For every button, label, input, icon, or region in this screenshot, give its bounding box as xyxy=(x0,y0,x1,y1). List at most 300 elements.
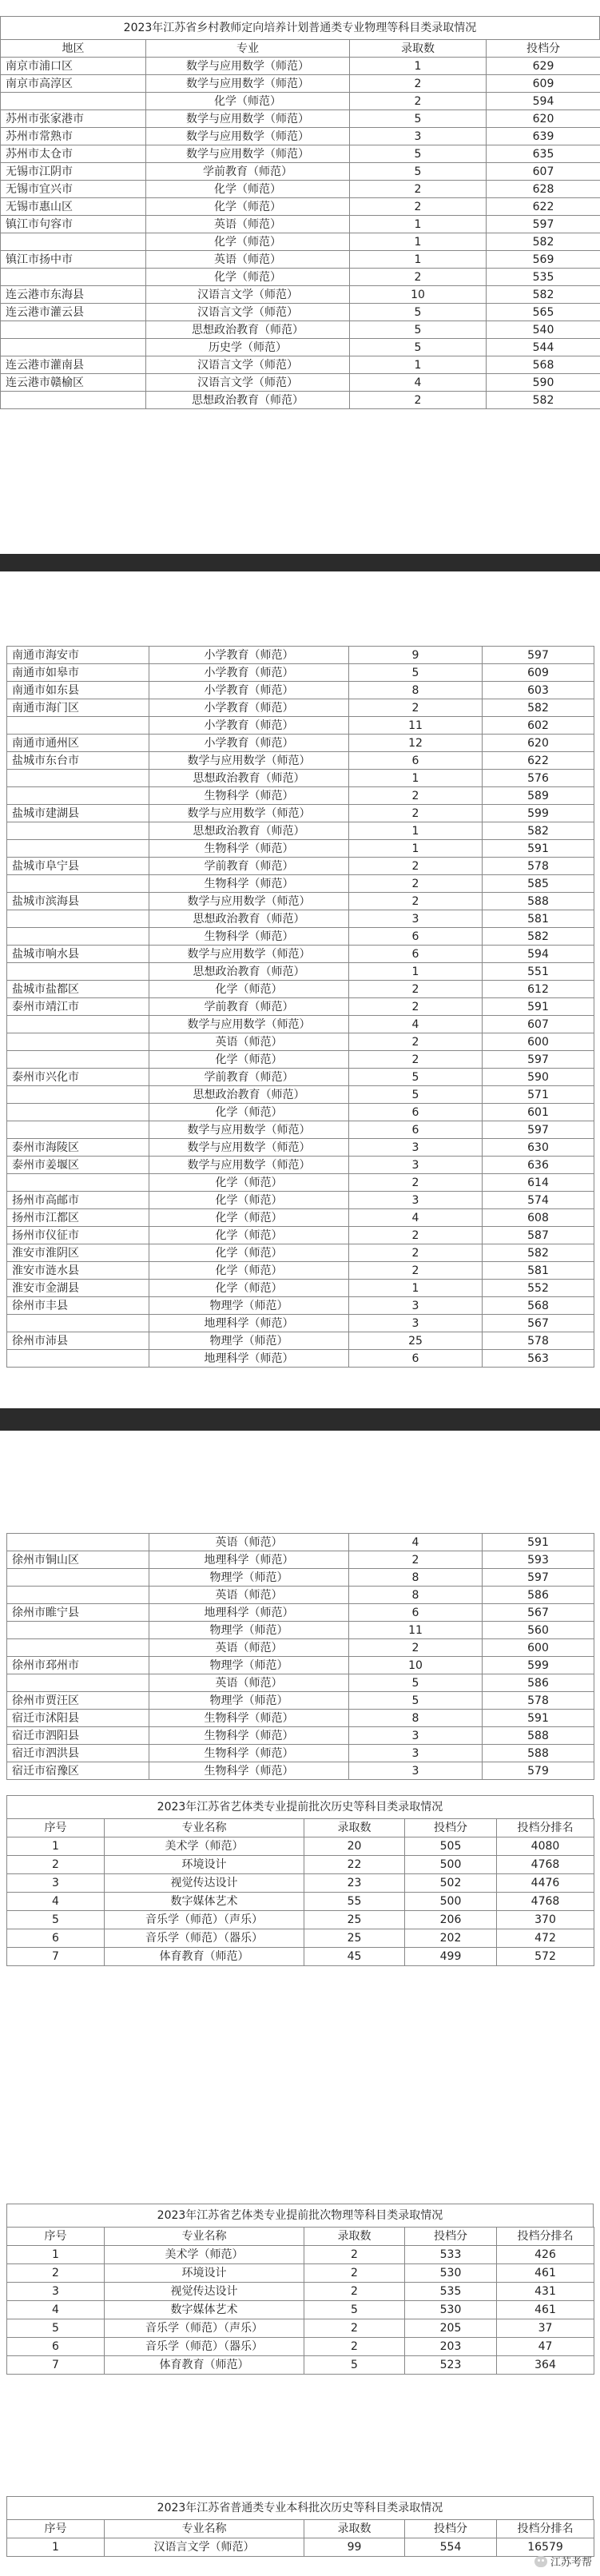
table-cell: 2 xyxy=(350,392,487,409)
table-cell: 1 xyxy=(349,822,483,840)
table-row xyxy=(7,1086,594,1104)
table-cell: 600 xyxy=(483,1639,594,1657)
table-row xyxy=(7,699,594,717)
table-cell: 5 xyxy=(350,304,487,321)
table-cell: 5 xyxy=(350,321,487,339)
table-cell: 578 xyxy=(483,1332,594,1350)
table-cell xyxy=(7,1622,149,1639)
table-cell: 3 xyxy=(349,1139,483,1157)
table-cell: 盐城市阜宁县 xyxy=(7,858,149,875)
table-cell: 英语（师范） xyxy=(149,1534,349,1551)
table-cell: 591 xyxy=(483,1710,594,1727)
column-header: 投档分 xyxy=(405,2520,497,2538)
table-row xyxy=(1,269,600,286)
table-cell: 镇江市句容市 xyxy=(1,216,146,233)
table-row xyxy=(7,664,594,682)
column-header: 地区 xyxy=(1,40,146,58)
table-cell: 地理科学（师范） xyxy=(149,1315,349,1332)
column-header: 录取数 xyxy=(304,2228,405,2246)
table-cell: 数学与应用数学（师范） xyxy=(149,1139,349,1157)
table-cell: 2 xyxy=(304,2246,405,2264)
table-cell: 镇江市扬中市 xyxy=(1,251,146,269)
table-row xyxy=(7,1856,594,1874)
table-cell xyxy=(7,822,149,840)
table-cell: 585 xyxy=(483,875,594,893)
table-row xyxy=(7,1104,594,1121)
table-row xyxy=(7,1727,594,1745)
table-cell xyxy=(7,717,149,735)
table-cell: 6 xyxy=(349,946,483,963)
table-cell: 3 xyxy=(350,128,487,145)
table-row xyxy=(7,840,594,858)
table-cell xyxy=(7,840,149,858)
table-cell: 10 xyxy=(349,1657,483,1674)
table-cell: 1 xyxy=(7,2246,105,2264)
table-cell: 1 xyxy=(7,2538,105,2557)
table-cell: 591 xyxy=(483,1534,594,1551)
table-cell xyxy=(7,928,149,946)
table-cell: 202 xyxy=(405,1929,497,1948)
table-cell: 物理学（师范） xyxy=(149,1332,349,1350)
table-row xyxy=(7,858,594,875)
table-cell: 607 xyxy=(487,163,600,181)
table-cell xyxy=(7,1121,149,1139)
table-cell: 6 xyxy=(7,1929,105,1948)
table-cell: 数学与应用数学（师范） xyxy=(149,893,349,910)
table-cell: 化学（师范） xyxy=(149,1192,349,1209)
table-cell: 578 xyxy=(483,858,594,875)
table-row xyxy=(7,928,594,946)
table-cell: 594 xyxy=(487,93,600,110)
table-cell: 音乐学（师范）（声乐） xyxy=(105,1911,304,1929)
column-header: 序号 xyxy=(7,1819,105,1837)
table-row xyxy=(1,374,600,392)
table-cell: 6 xyxy=(349,928,483,946)
table-cell: 579 xyxy=(483,1762,594,1780)
table-row xyxy=(7,1016,594,1033)
table-cell: 551 xyxy=(483,963,594,981)
table-cell: 宿迁市沭阳县 xyxy=(7,1710,149,1727)
table-cell: 南通市如皋市 xyxy=(7,664,149,682)
table6 xyxy=(6,2519,594,2557)
table-cell: 2 xyxy=(304,2338,405,2356)
table-cell: 化学（师范） xyxy=(149,1209,349,1227)
image-divider xyxy=(0,1408,600,1431)
table-row xyxy=(7,875,594,893)
table-row xyxy=(7,1315,594,1332)
table-cell: 2 xyxy=(349,805,483,822)
table-cell: 数学与应用数学（师范） xyxy=(149,1016,349,1033)
table-row xyxy=(7,2338,594,2356)
column-header: 录取数 xyxy=(304,1819,405,1837)
table-cell: 25 xyxy=(304,1929,405,1948)
table-cell: 582 xyxy=(487,286,600,304)
table-cell: 2 xyxy=(350,181,487,198)
table-cell: 590 xyxy=(487,374,600,392)
table-cell: 593 xyxy=(483,1551,594,1569)
table-cell: 连云港市灌云县 xyxy=(1,304,146,321)
table-cell: 431 xyxy=(497,2283,594,2301)
table-cell: 南通市海安市 xyxy=(7,647,149,664)
table-cell: 563 xyxy=(483,1350,594,1368)
table-row xyxy=(7,1534,594,1551)
table-cell xyxy=(7,1674,149,1692)
table-cell: 25 xyxy=(304,1911,405,1929)
column-header: 投档分排名 xyxy=(497,1819,594,1837)
table-cell: 宿迁市泗阳县 xyxy=(7,1727,149,1745)
table-cell: 4080 xyxy=(497,1837,594,1856)
table-cell: 历史学（师范） xyxy=(146,339,350,356)
table-cell xyxy=(7,1587,149,1604)
table-cell: 数字媒体艺术 xyxy=(105,2301,304,2319)
table-cell: 化学（师范） xyxy=(149,1280,349,1297)
table-cell: 英语（师范） xyxy=(149,1587,349,1604)
table-cell: 6 xyxy=(349,1104,483,1121)
table-cell: 2 xyxy=(349,998,483,1016)
table-cell: 小学教育（师范） xyxy=(149,717,349,735)
table-row xyxy=(7,752,594,770)
table-row xyxy=(7,2301,594,2319)
table-row xyxy=(7,1157,594,1174)
table-cell: 4 xyxy=(349,1209,483,1227)
table-row xyxy=(7,1674,594,1692)
table-cell: 609 xyxy=(487,75,600,93)
table-cell xyxy=(1,339,146,356)
table-cell: 物理学（师范） xyxy=(149,1297,349,1315)
table-cell: 635 xyxy=(487,145,600,163)
table3 xyxy=(6,1533,594,1780)
table-cell: 5 xyxy=(350,339,487,356)
table-cell: 370 xyxy=(497,1911,594,1929)
table-cell: 364 xyxy=(497,2356,594,2375)
table-cell: 588 xyxy=(483,1727,594,1745)
table-row xyxy=(7,682,594,699)
table-cell: 生物科学（师范） xyxy=(149,1710,349,1727)
table-row xyxy=(7,1192,594,1209)
table-row xyxy=(7,735,594,752)
table-cell: 化学（师范） xyxy=(146,93,350,110)
table-cell: 22 xyxy=(304,1856,405,1874)
table-cell: 思想政治教育（师范） xyxy=(149,910,349,928)
table-cell: 472 xyxy=(497,1929,594,1948)
table-cell: 8 xyxy=(349,1569,483,1587)
table-row xyxy=(7,1948,594,1966)
table-cell: 盐城市东台市 xyxy=(7,752,149,770)
table-row xyxy=(7,1139,594,1157)
table-cell: 数学与应用数学（师范） xyxy=(149,805,349,822)
table-row xyxy=(7,910,594,928)
table-cell: 4768 xyxy=(497,1893,594,1911)
table-cell: 数学与应用数学（师范） xyxy=(149,1121,349,1139)
table-cell: 8 xyxy=(349,1587,483,1604)
table-cell: 567 xyxy=(483,1315,594,1332)
table-cell: 2 xyxy=(304,2264,405,2283)
table-cell: 1 xyxy=(350,216,487,233)
table-row xyxy=(7,1174,594,1192)
table-cell: 2 xyxy=(349,1262,483,1280)
table-cell: 地理科学（师范） xyxy=(149,1551,349,1569)
table-cell: 5 xyxy=(304,2356,405,2375)
table-cell: 571 xyxy=(483,1086,594,1104)
table-cell: 生物科学（师范） xyxy=(149,1745,349,1762)
column-header: 专业名称 xyxy=(105,1819,304,1837)
table-cell: 英语（师范） xyxy=(146,251,350,269)
table-cell: 思想政治教育（师范） xyxy=(149,822,349,840)
table-cell: 徐州市睢宁县 xyxy=(7,1604,149,1622)
table-cell: 2 xyxy=(7,2264,105,2283)
table-cell: 视觉传达设计 xyxy=(105,2283,304,2301)
table-cell: 544 xyxy=(487,339,600,356)
table-cell: 2 xyxy=(349,893,483,910)
table-cell: 无锡市宜兴市 xyxy=(1,181,146,198)
table-cell: 淮安市金湖县 xyxy=(7,1280,149,1297)
table-cell: 2 xyxy=(350,269,487,286)
wechat-icon xyxy=(534,2556,547,2567)
table-cell: 3 xyxy=(349,910,483,928)
table-cell: 连云港市东海县 xyxy=(1,286,146,304)
table-cell: 物理学（师范） xyxy=(149,1692,349,1710)
table-cell: 612 xyxy=(483,981,594,998)
table-cell: 汉语言文学（师范） xyxy=(146,374,350,392)
table-cell: 499 xyxy=(405,1948,497,1966)
table-cell: 汉语言文学（师范） xyxy=(146,356,350,374)
table-cell: 化学（师范） xyxy=(146,198,350,216)
table-cell: 美术学（师范） xyxy=(105,1837,304,1856)
table-cell: 3 xyxy=(7,2283,105,2301)
table-cell xyxy=(7,1033,149,1051)
table-cell: 99 xyxy=(304,2538,405,2557)
table-row xyxy=(7,1639,594,1657)
table-cell: 552 xyxy=(483,1280,594,1297)
table-cell: 6 xyxy=(349,1121,483,1139)
table-row xyxy=(7,1893,594,1911)
table-cell: 535 xyxy=(405,2283,497,2301)
table-cell: 565 xyxy=(487,304,600,321)
table-row xyxy=(7,1657,594,1674)
table-cell: 2 xyxy=(349,1227,483,1244)
watermark xyxy=(534,2554,592,2569)
table-cell: 数学与应用数学（师范） xyxy=(146,128,350,145)
table-cell: 8 xyxy=(349,1710,483,1727)
table-cell: 1 xyxy=(349,1280,483,1297)
table-cell: 597 xyxy=(483,1121,594,1139)
table-cell: 数学与应用数学（师范） xyxy=(146,110,350,128)
table-cell: 4 xyxy=(7,2301,105,2319)
table-row xyxy=(7,1350,594,1368)
table-cell: 泰州市兴化市 xyxy=(7,1069,149,1086)
table-cell xyxy=(1,321,146,339)
table-cell: 601 xyxy=(483,1104,594,1121)
table-cell: 582 xyxy=(483,928,594,946)
table-row xyxy=(1,110,600,128)
table-row xyxy=(1,198,600,216)
table-row xyxy=(7,946,594,963)
table-row xyxy=(1,181,600,198)
table-cell: 560 xyxy=(483,1622,594,1639)
table-cell: 连云港市灌南县 xyxy=(1,356,146,374)
table-cell: 2 xyxy=(349,1551,483,1569)
table-cell: 扬州市江都区 xyxy=(7,1209,149,1227)
table-row xyxy=(7,822,594,840)
table-cell: 徐州市沛县 xyxy=(7,1332,149,1350)
table-row xyxy=(7,1244,594,1262)
table-cell: 2 xyxy=(304,2319,405,2338)
table-cell: 37 xyxy=(497,2319,594,2338)
table-cell xyxy=(1,269,146,286)
table-row xyxy=(7,2246,594,2264)
table-cell xyxy=(7,1639,149,1657)
table-cell: 数学与应用数学（师范） xyxy=(146,145,350,163)
table-cell: 视觉传达设计 xyxy=(105,1874,304,1893)
table-cell xyxy=(1,233,146,251)
table-cell: 5 xyxy=(304,2301,405,2319)
table-cell: 574 xyxy=(483,1192,594,1209)
table-cell: 生物科学（师范） xyxy=(149,787,349,805)
table-cell xyxy=(7,1315,149,1332)
table-cell: 622 xyxy=(483,752,594,770)
table-row xyxy=(7,1710,594,1727)
table-row xyxy=(7,1692,594,1710)
watermark-label: 江苏考帮 xyxy=(550,2557,592,2569)
column-header: 投档分 xyxy=(487,40,600,58)
table-cell: 535 xyxy=(487,269,600,286)
table-cell: 宿迁市宿豫区 xyxy=(7,1762,149,1780)
table-cell: 苏州市太仓市 xyxy=(1,145,146,163)
table-cell: 5 xyxy=(350,110,487,128)
table-cell: 578 xyxy=(483,1692,594,1710)
table-cell: 苏州市张家港市 xyxy=(1,110,146,128)
table-cell: 576 xyxy=(483,770,594,787)
table-cell: 环境设计 xyxy=(105,2264,304,2283)
panel-rural-teacher-physics-cont xyxy=(6,646,594,1368)
table-cell: 思想政治教育（师范） xyxy=(149,963,349,981)
table-row xyxy=(1,145,600,163)
table-cell: 2 xyxy=(349,981,483,998)
table-row xyxy=(7,717,594,735)
table-cell xyxy=(7,910,149,928)
column-header: 序号 xyxy=(7,2228,105,2246)
table-cell: 540 xyxy=(487,321,600,339)
table-cell: 数字媒体艺术 xyxy=(105,1893,304,1911)
table-cell: 生物科学（师范） xyxy=(149,1762,349,1780)
table-cell: 11 xyxy=(349,717,483,735)
table-cell: 597 xyxy=(483,647,594,664)
table-cell: 607 xyxy=(483,1016,594,1033)
table-cell: 体育教育（师范） xyxy=(105,2356,304,2375)
table-row xyxy=(7,1551,594,1569)
table-cell: 生物科学（师范） xyxy=(149,928,349,946)
table1 xyxy=(0,39,600,409)
table-cell: 泰州市海陵区 xyxy=(7,1139,149,1157)
table-row xyxy=(7,787,594,805)
table-cell: 6 xyxy=(7,2338,105,2356)
table-cell: 生物科学（师范） xyxy=(149,840,349,858)
table-cell: 4768 xyxy=(497,1856,594,1874)
table-cell: 化学（师范） xyxy=(149,1244,349,1262)
table-cell: 628 xyxy=(487,181,600,198)
table-row xyxy=(1,93,600,110)
table-cell: 盐城市响水县 xyxy=(7,946,149,963)
table-cell: 地理科学（师范） xyxy=(149,1604,349,1622)
table-cell: 2 xyxy=(349,1051,483,1069)
panel-rural-teacher-physics xyxy=(0,16,600,409)
table-cell: 化学（师范） xyxy=(149,981,349,998)
table-cell: 7 xyxy=(7,1948,105,1966)
table-cell: 5 xyxy=(349,1086,483,1104)
table-cell: 6 xyxy=(349,1350,483,1368)
table-cell: 602 xyxy=(483,717,594,735)
table-cell: 思想政治教育（师范） xyxy=(146,392,350,409)
table-cell: 连云港市赣榆区 xyxy=(1,374,146,392)
table-cell: 2 xyxy=(349,1639,483,1657)
table-cell xyxy=(7,770,149,787)
table-cell: 582 xyxy=(483,1244,594,1262)
table-row xyxy=(7,1622,594,1639)
table-cell: 1 xyxy=(350,356,487,374)
table-cell: 徐州市铜山区 xyxy=(7,1551,149,1569)
table-cell: 599 xyxy=(483,805,594,822)
table-cell: 小学教育（师范） xyxy=(149,699,349,717)
table-cell: 小学教育（师范） xyxy=(149,664,349,682)
table-cell: 581 xyxy=(483,1262,594,1280)
table-cell: 音乐学（师范）（器乐） xyxy=(105,2338,304,2356)
table-cell: 体育教育（师范） xyxy=(105,1948,304,1966)
table-cell: 597 xyxy=(483,1569,594,1587)
table-cell: 2 xyxy=(349,1174,483,1192)
table-row xyxy=(7,2283,594,2301)
table-row xyxy=(1,339,600,356)
table-row xyxy=(7,1209,594,1227)
table-cell: 南通市通州区 xyxy=(7,735,149,752)
table-row xyxy=(7,2356,594,2375)
table-cell: 汉语言文学（师范） xyxy=(146,286,350,304)
table-row xyxy=(7,2538,594,2557)
table-cell xyxy=(7,963,149,981)
table-cell xyxy=(7,787,149,805)
table-cell: 587 xyxy=(483,1227,594,1244)
table-cell: 1 xyxy=(349,963,483,981)
table-cell: 567 xyxy=(483,1604,594,1622)
table-cell: 10 xyxy=(350,286,487,304)
table-cell: 盐城市盐都区 xyxy=(7,981,149,998)
table-cell: 589 xyxy=(483,787,594,805)
table-cell: 568 xyxy=(483,1297,594,1315)
table-cell: 620 xyxy=(487,110,600,128)
table-cell: 汉语言文学（师范） xyxy=(105,2538,304,2557)
table-cell: 3 xyxy=(349,1157,483,1174)
table-cell: 636 xyxy=(483,1157,594,1174)
table-cell: 英语（师范） xyxy=(149,1033,349,1051)
table-row xyxy=(1,216,600,233)
table-cell: 4476 xyxy=(497,1874,594,1893)
table-row xyxy=(7,981,594,998)
table-cell: 小学教育（师范） xyxy=(149,735,349,752)
table-row xyxy=(7,1874,594,1893)
table-cell: 美术学（师范） xyxy=(105,2246,304,2264)
table-cell: 590 xyxy=(483,1069,594,1086)
table-cell: 5 xyxy=(350,163,487,181)
image-divider xyxy=(0,554,600,571)
table-cell: 思想政治教育（师范） xyxy=(149,770,349,787)
table-cell xyxy=(7,1174,149,1192)
table-row xyxy=(7,1762,594,1780)
column-header: 专业名称 xyxy=(105,2520,304,2538)
table-cell: 5 xyxy=(349,1692,483,1710)
table-row xyxy=(1,392,600,409)
table-row xyxy=(1,321,600,339)
panel-art-physics xyxy=(6,2204,594,2375)
table-cell: 徐州市贾汪区 xyxy=(7,1692,149,1710)
